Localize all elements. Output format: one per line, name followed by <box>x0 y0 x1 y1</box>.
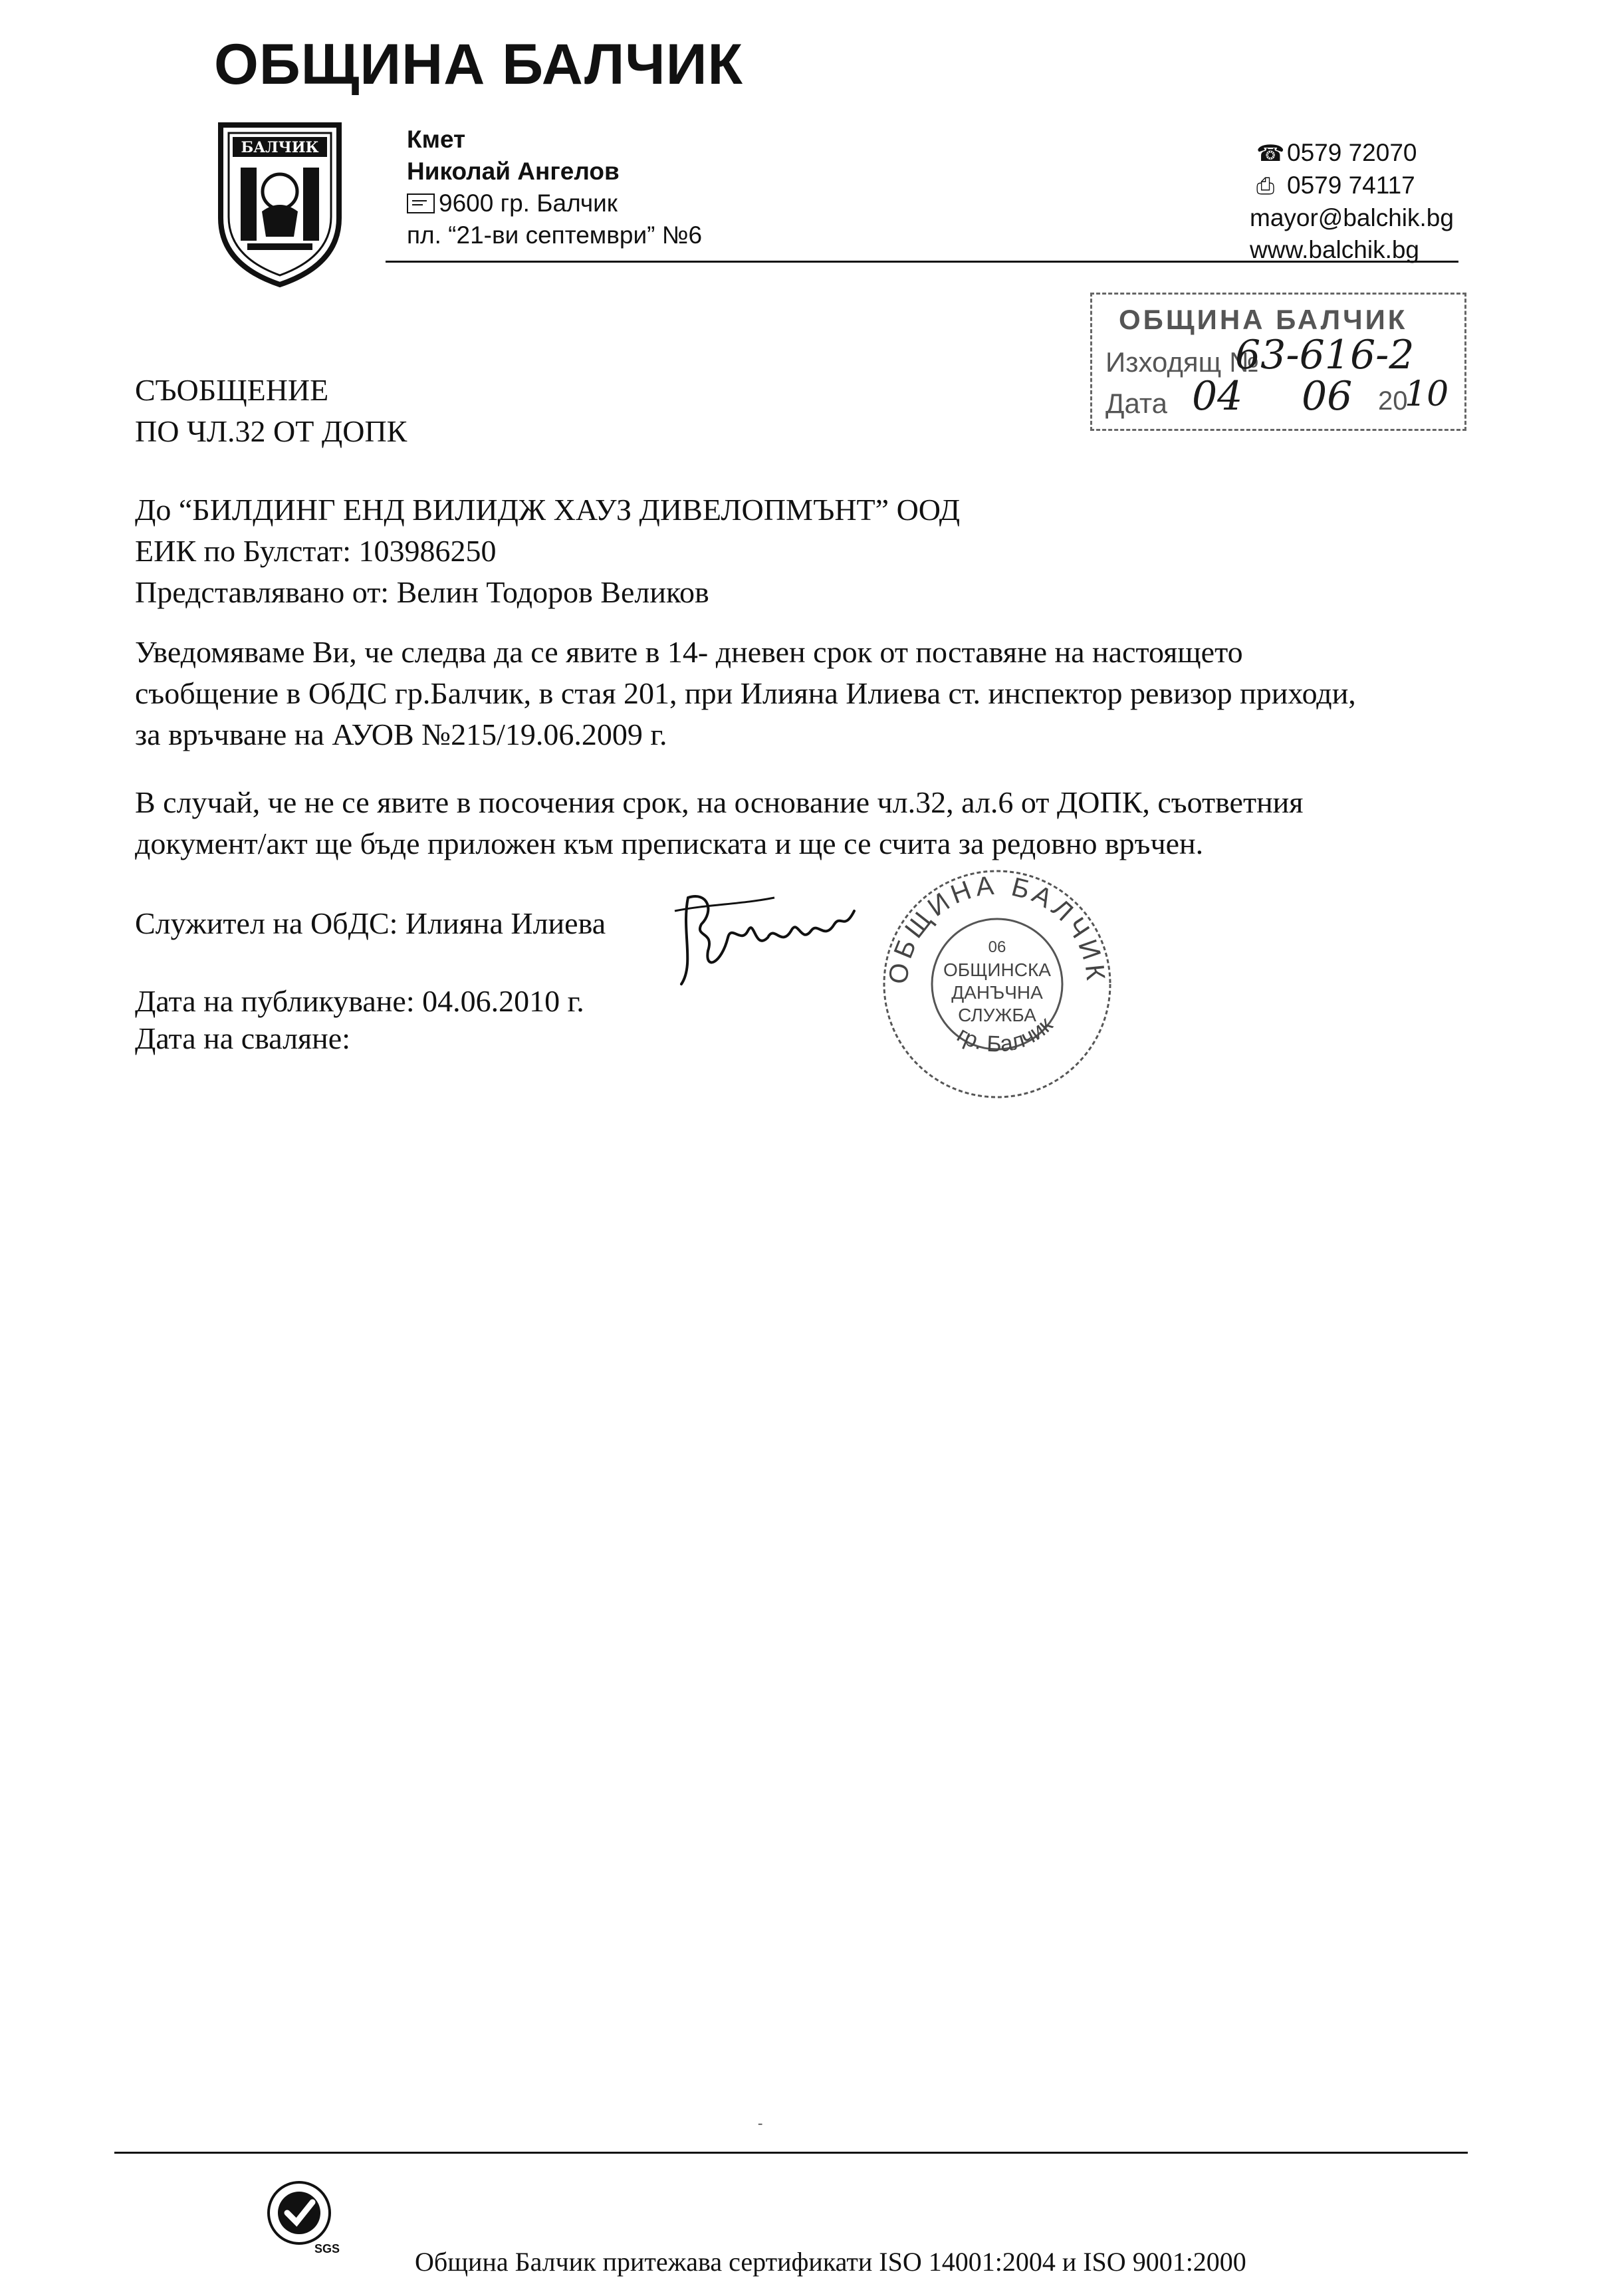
address-street: пл. “21-ви септември” №6 <box>407 221 703 249</box>
paragraph-line: за връчване на АУОВ №215/19.06.2009 г. <box>135 717 667 751</box>
stamp-title: ОБЩИНА БАЛЧИК <box>1119 304 1408 335</box>
phone-icon: ☎ <box>1256 141 1285 166</box>
notice-title-line2: ПО ЧЛ.32 ОТ ДОПК <box>135 414 407 448</box>
paragraph-line: В случай, че не се явите в посочения срок, на основание чл.32, ал.6 от ДОПК, съответния <box>135 785 1304 819</box>
paragraph-summons <box>135 632 1356 755</box>
represented-line: Представлявано от: Велин Тодоров Великов <box>135 575 709 609</box>
removal-date-line: Дата на сваляне: <box>135 1021 350 1055</box>
recipient-line: До “БИЛДИНГ ЕНД ВИЛИДЖ ХАУЗ ДИВЕЛОПМЪНТ” ООД <box>135 493 961 527</box>
stamp-month: 06 <box>1302 373 1353 420</box>
stamp-outer-text: ОБЩИНА БАЛЧИК <box>883 870 1111 986</box>
mayor-block <box>407 124 702 251</box>
contact-block <box>1250 137 1454 266</box>
fax-line <box>1250 170 1454 202</box>
certification-icon <box>265 2174 344 2261</box>
mayor-name: Николай Ангелов <box>407 158 620 185</box>
coat-of-arms-icon <box>214 118 346 289</box>
stamp-day: 04 <box>1192 373 1243 420</box>
notice-title-line1: СЪОБЩЕНИЕ <box>135 373 329 407</box>
recipient-block <box>135 489 960 613</box>
address-city: 9600 гр. Балчик <box>439 190 618 217</box>
stamp-ref-label: Изходящ № <box>1105 346 1259 378</box>
round-tax-office-stamp <box>877 864 1117 1104</box>
handwritten-signature <box>668 884 868 991</box>
stamp-inner-line3: СЛУЖБА <box>958 1005 1036 1025</box>
stamp-ref-number: 63-616-2 <box>1235 332 1415 378</box>
paragraph-line: съобщение в ОбДС гр.Балчик, в стая 201, при Илияна Илиева ст. инспектор ревизор приходи, <box>135 676 1356 710</box>
phone-line <box>1250 137 1454 170</box>
outgoing-registration-stamp <box>1090 293 1466 431</box>
notice-title <box>135 370 407 452</box>
footer-divider <box>114 2152 1468 2154</box>
published-date-line: Дата на публикуване: 04.06.2010 г. <box>135 984 584 1018</box>
paragraph-line: документ/акт ще бъде приложен към преписката и ще се счита за редовно връчен. <box>135 827 1204 860</box>
organization-title: ОБЩИНА БАЛЧИК <box>214 33 744 96</box>
stamp-year-suffix: 10 <box>1405 374 1449 414</box>
crest-label: БАЛЧИК <box>241 139 319 156</box>
publication-dates <box>135 983 584 1057</box>
fax-number: 0579 74117 <box>1287 172 1415 199</box>
eik-line: ЕИК по Булстат: 103986250 <box>135 534 497 568</box>
email[interactable]: mayor@balchik.bg <box>1250 204 1454 231</box>
paragraph-consequence <box>135 782 1303 864</box>
stamp-date-label: Дата <box>1105 388 1168 419</box>
fax-icon: ⎙ <box>1256 174 1275 199</box>
stamp-bottom-text: гр. Балчик <box>953 1012 1058 1057</box>
stamp-inner-line2: ДАНЪЧНА <box>951 982 1043 1003</box>
phone-number: 0579 72070 <box>1287 139 1417 166</box>
paragraph-line: Уведомяваме Ви, че следва да се явите в 14- дневен срок от поставяне на настоящето <box>135 635 1243 669</box>
mayor-title: Кмет <box>407 126 466 153</box>
official-line: Служител на ОбДС: Илияна Илиева <box>135 906 606 940</box>
stamp-number: 06 <box>988 938 1006 956</box>
stamp-year-prefix: 20 <box>1378 386 1408 416</box>
page-mark: - <box>758 2114 763 2131</box>
envelope-icon <box>407 193 435 213</box>
footer-certification-text: Община Балчик притежава сертификати ISO 14001:2004 и ISO 9001:2000 <box>415 2247 1246 2277</box>
website[interactable]: www.balchik.bg <box>1250 236 1420 263</box>
cert-logo-label: SGS <box>314 2242 340 2255</box>
address-line <box>407 188 702 219</box>
stamp-inner-line1: ОБЩИНСКА <box>943 959 1051 980</box>
